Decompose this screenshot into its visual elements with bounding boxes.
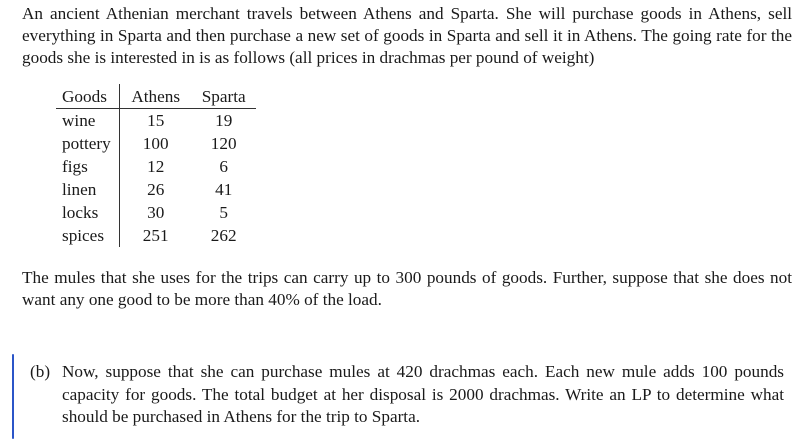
- cell-athens-price: 15: [147, 111, 165, 130]
- cell-athens-price: 251: [142, 226, 169, 245]
- cell-sparta-price: 41: [215, 180, 233, 199]
- header-goods: Goods: [56, 84, 119, 109]
- cell-athens-price: 30: [147, 203, 165, 222]
- table-row: [56, 132, 256, 155]
- header-athens: Athens: [119, 84, 192, 109]
- cell-sparta-price: 6: [219, 157, 228, 176]
- cell-athens-price: 26: [147, 180, 165, 199]
- cell-sparta-price: 120: [210, 134, 237, 153]
- cell-sparta-price: 19: [215, 111, 233, 130]
- cell-sparta-price: 5: [219, 203, 228, 222]
- cell-good: locks: [56, 201, 119, 224]
- table-row: [56, 178, 256, 201]
- cell-good: spices: [56, 224, 119, 247]
- cell-good: pottery: [56, 132, 119, 155]
- table-header-row: [56, 84, 256, 109]
- part-b-text: Now, suppose that she can purchase mules at 420 drachmas each. Each new mule adds 100 pounds capacity for goods. The total budget at her disposal is 2000 drachmas. Write an LP to determine what should be purchased in Athens for the trip to Sparta.: [62, 362, 784, 426]
- table-row: [56, 155, 256, 178]
- cell-sparta-price: 262: [210, 226, 237, 245]
- part-b-label: (b): [30, 362, 51, 381]
- part-b-question: [30, 361, 784, 429]
- table-row: [56, 201, 256, 224]
- intro-paragraph: An ancient Athenian merchant travels between Athens and Sparta. She will purchase goods in Athens, sell everything in Sparta and then purchase a new set of goods in Sparta and sell it in Athens. The going rate for the goods she is interested in is as follows (all prices in drachmas per pound of weight): [22, 4, 792, 67]
- cell-good: wine: [56, 109, 119, 133]
- header-sparta: Sparta: [192, 84, 256, 109]
- cell-good: linen: [56, 178, 119, 201]
- constraints-paragraph: The mules that she uses for the trips can carry up to 300 pounds of goods. Further, suppose that she does not want any one good to be more than 40% of the load.: [22, 268, 792, 309]
- cell-good: figs: [56, 155, 119, 178]
- cell-athens-price: 100: [142, 134, 169, 153]
- margin-marker: [12, 354, 14, 439]
- table-row: [56, 109, 256, 133]
- price-table: [56, 84, 256, 247]
- cell-athens-price: 12: [147, 157, 165, 176]
- table-row: [56, 224, 256, 247]
